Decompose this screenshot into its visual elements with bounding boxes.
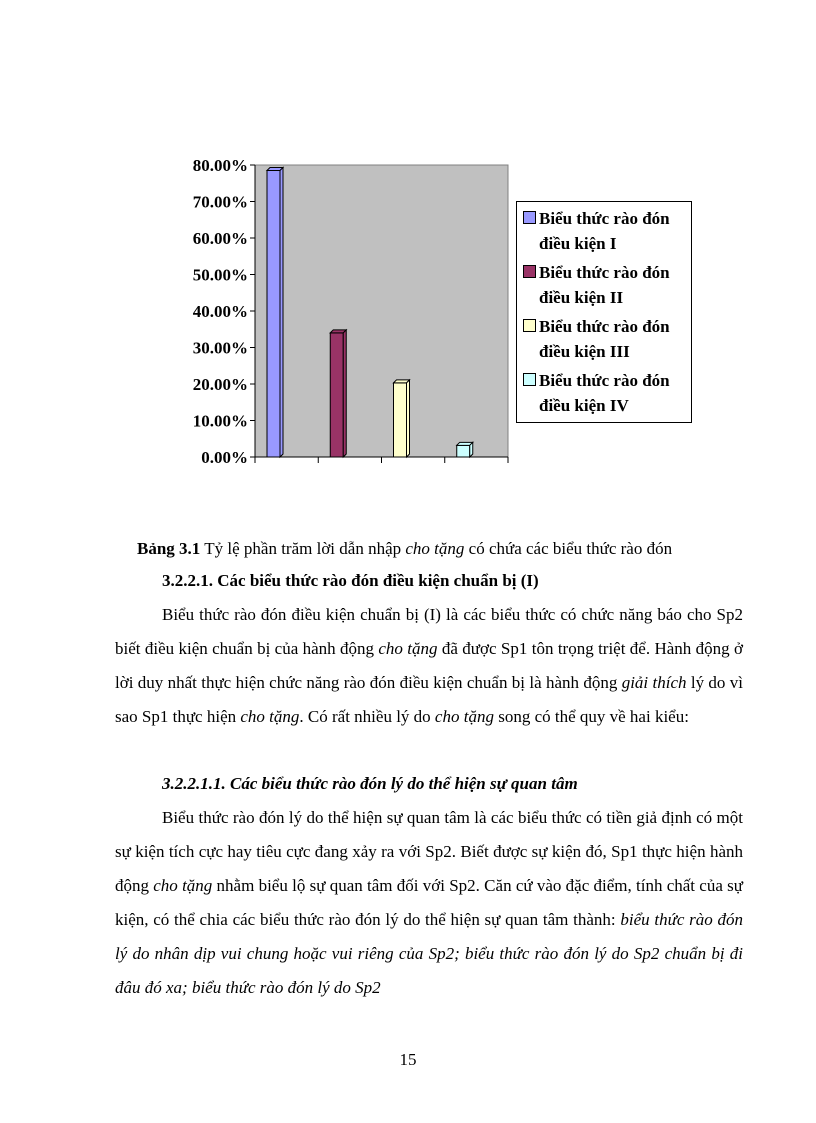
caption-label: Bảng 3.1 bbox=[137, 539, 201, 558]
legend-label-2: Biểu thức rào đón điều kiện II bbox=[539, 263, 670, 307]
para1-italic-2: giải thích bbox=[621, 673, 687, 692]
y-tick-label: 70.00% bbox=[192, 192, 248, 212]
y-tick-label: 20.00% bbox=[192, 375, 248, 394]
bar-side bbox=[470, 442, 473, 457]
legend-item bbox=[523, 368, 691, 418]
bar-side bbox=[343, 330, 346, 457]
para1-text-3: lý do vì sao Sp1 thực hiện bbox=[115, 673, 743, 726]
legend-swatch-1 bbox=[523, 211, 536, 224]
bar-side bbox=[280, 167, 283, 457]
para2-text-2: nhằm biểu lộ sự quan tâm đối với Sp2. Căn cứ vào đặc điểm, tính chất của sự kiện, có thể chia các biểu thức rào đón lý do thể hiện sự quan tâm thành: bbox=[115, 876, 743, 929]
plot-area bbox=[255, 165, 508, 457]
legend-item bbox=[523, 314, 691, 364]
bar-side bbox=[407, 380, 410, 457]
para1-text-5: song có thể quy về hai kiểu: bbox=[493, 707, 689, 726]
y-tick-label: 0.00% bbox=[201, 448, 248, 467]
section-heading-2: 3.2.2.1.1. Các biểu thức rào đón lý do thể hiện sự quan tâm bbox=[162, 774, 578, 793]
para1-text-4: . Có rất nhiều lý do bbox=[299, 707, 435, 726]
y-tick-label: 50.00% bbox=[192, 265, 248, 285]
bar bbox=[267, 170, 280, 457]
bar bbox=[394, 383, 407, 457]
caption-italic: cho tặng bbox=[405, 539, 465, 558]
y-tick-label: 40.00% bbox=[192, 302, 248, 321]
y-tick-label: 10.00% bbox=[192, 411, 248, 431]
legend-item bbox=[523, 206, 691, 256]
section-heading-1: 3.2.2.1. Các biểu thức rào đón điều kiện chuẩn bị (I) bbox=[162, 571, 539, 590]
legend-swatch-4 bbox=[523, 373, 536, 386]
para1-italic-3: cho tặng bbox=[240, 707, 300, 726]
legend-label-3: Biểu thức rào đón điều kiện III bbox=[539, 317, 670, 361]
caption-text-before: Tỷ lệ phần trăm lời dẫn nhập bbox=[200, 539, 406, 558]
para2-italic-2: biểu thức rào đón lý do nhân dịp vui chung hoặc vui riêng của Sp2; biểu thức rào đón lý do Sp2 chuẩn bị đi đâu đó xa; biểu thức rào đón lý do Sp2 bbox=[115, 910, 743, 997]
bar bbox=[330, 333, 343, 457]
para1-italic-1: cho tặng bbox=[378, 639, 438, 658]
legend-label-1: Biểu thức rào đón điều kiện I bbox=[539, 209, 670, 253]
para2-italic-1: cho tặng bbox=[153, 876, 213, 895]
para2-text-1: Biểu thức rào đón lý do thể hiện sự quan tâm là các biểu thức có tiền giả định có một sự kiện tích cực hay tiêu cực đang xảy ra với Sp2. Biết được sự kiện đó, Sp1 thực hiện hành động bbox=[115, 808, 743, 895]
legend-label-4: Biểu thức rào đón điều kiện IV bbox=[539, 371, 670, 415]
page-number: 15 bbox=[399, 1050, 417, 1069]
y-tick-label: 60.00% bbox=[192, 229, 248, 248]
paragraph-2 bbox=[115, 801, 743, 1005]
caption-text-after: có chứa các biểu thức rào đón bbox=[464, 539, 673, 558]
legend-item bbox=[523, 260, 691, 310]
para1-text-2: đã được Sp1 tôn trọng triệt để. Hành động ở lời duy nhất thực hiện chức năng rào đón điều kiện chuẩn bị là hành động bbox=[115, 639, 743, 692]
para1-italic-4: cho tặng bbox=[434, 707, 494, 726]
y-tick-label: 80.00% bbox=[192, 156, 248, 175]
legend-swatch-2 bbox=[523, 265, 536, 278]
para1-text-1: Biểu thức rào đón điều kiện chuẩn bị (I) là các biểu thức có chức năng báo cho Sp2 biết điều kiện chuẩn bị của hành động bbox=[115, 605, 743, 658]
figure-caption bbox=[137, 532, 777, 566]
chart-legend bbox=[516, 201, 692, 423]
bar bbox=[457, 445, 470, 457]
y-tick-label: 30.00% bbox=[192, 338, 248, 358]
paragraph-1 bbox=[115, 598, 743, 734]
bar-chart bbox=[160, 150, 510, 480]
legend-swatch-3 bbox=[523, 319, 536, 332]
